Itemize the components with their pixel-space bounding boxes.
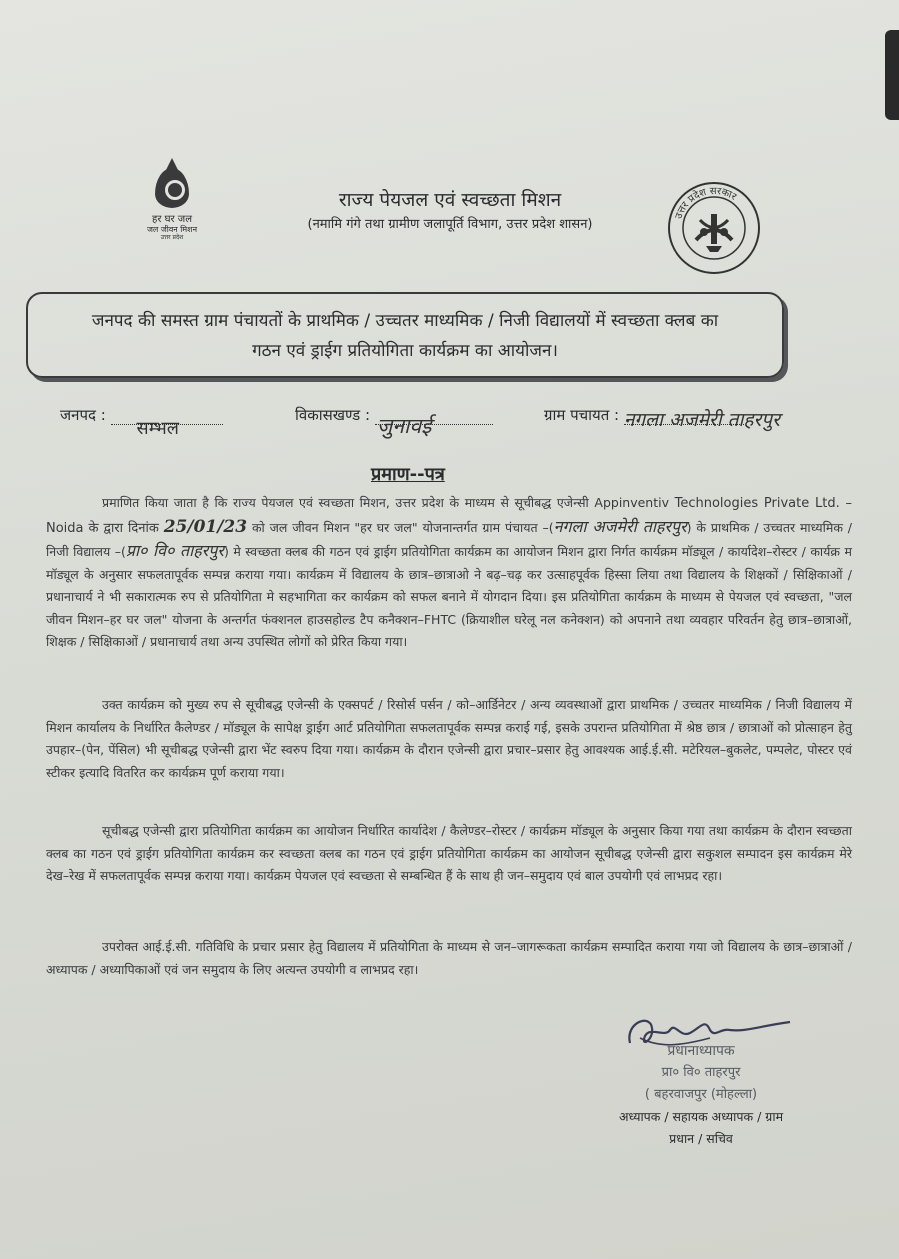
paragraph-4	[46, 936, 852, 981]
p1-part-f: ) मे स्वच्छता क्लब की गठन एवं ड्राईग प्रतियोगिता कार्यक्रम का आयोजन मिशन द्वारा निर्गत कार्यक्रम मॉड्यूल / कार्यादेश–रोस्टर / कार्यक्र म मॉड्यूल के अनुसार सफलतापूर्वक सम्पन्न कराया गया। कार्यक्रम में विद्यालय के छात्र–छात्राओ ने बढ़–चढ़ कर उत्साहपूर्वक हिस्सा लिया तथा विद्यालय के शिक्षकों / सिक्षिकाओं / प्रधानाचार्य ने भी सकारात्मक रुप से प्रतियोगिता मे सहभागिता कर कार्यक्रम को सफल बनाने में योगदान दिया। इस प्रतियोगिता कार्यक्रम के माध्यम से पेयजल एवं स्वच्छता, "जल जीवन मिशन–हर घर जल" योजना के अन्तर्गत फंक्शनल हाउसहोल्ड टैप कनैक्शन–FHTC (क्रियाशील घरेलू नल कनेक्शन) को अपनाने तथा व्यवहार परिवर्तन हेतु छात्र–छात्राओं, शिक्षक / सिक्षिकाओं / प्रधानाचार्य तथा अन्य उपस्थित लोगों को प्रेरित किया गया।	[46, 544, 852, 649]
mission-subtitle: (नमामि गंगे तथा ग्रामीण जलापूर्ति विभाग, उत्तर प्रदेश शासन)	[307, 217, 593, 232]
program-date: 25/01/23	[163, 516, 248, 537]
page-edge-shadow	[885, 30, 899, 120]
p1-part-a: प्रमाणित किया जाता है कि राज्य पेयजल एवं स्वच्छता मिशन, उत्तर प्रदेश के माध्यम से सूचीबद्ध एजेन्सी Appinventiv	[102, 495, 669, 510]
p1-part-c: को जल जीवन मिशन "हर घर जल" योजनान्तर्गत	[251, 519, 478, 535]
program-title-box	[26, 292, 784, 378]
block-label: विकासखण्ड :	[295, 406, 371, 424]
signatory-role-line-2: प्रधान / सचिव	[669, 1131, 733, 1146]
stamp-line-1: प्रधानाध्यापक	[667, 1043, 735, 1059]
district-value: सम्भल	[136, 418, 179, 439]
p1-part-b: Technologies Private Ltd. – Noida के द्वारा दिनांक	[46, 496, 852, 536]
village-value: नगला अजमेरी ताहरपुर	[623, 409, 780, 431]
stamp-line-3: ( बहरवाजपुर (मोहल्ला)	[644, 1087, 758, 1102]
signature-block	[586, 1040, 816, 1150]
program-title-line-1: जनपद की समस्त ग्राम पंचायतों के प्राथमिक / उच्चतर माध्यमिक / निजी विद्यालयों में स्वच्छता क्लब का	[91, 311, 719, 331]
village-line	[623, 409, 780, 431]
district-label: जनपद :	[60, 406, 106, 424]
paragraph-3-text: सूचीबद्ध एजेन्सी द्वारा प्रतियोगिता कार्यक्रम का आयोजन निर्धारित कार्यादेश / कैलेण्डर–रोस्टर / कार्यक्रम मॉड्यूल के अनुसार किया गया तथा कार्यक्रम के दौरान स्वच्छता क्लब का गठन एवं ड्राईग प्रतियोगिता कार्यक्रम कर स्वच्छता क्लब का गठन एवं ड्राईग प्रतियोगिता कार्यक्रम का आयोजन सूचीबद्ध एजेन्सी द्वारा सकुशल सम्पादन इस कार्यक्रम मेरे देख–रेख में सफलतापूर्वक सम्पन्न कराया गया। कार्यक्रम पेयजल एवं स्वच्छता से सम्बन्धित हैं के साथ ही जन–समुदाय एवं बाल उपयोगी एवं लाभप्रद रहा।	[46, 823, 852, 883]
logo-line-2: जल जीवन मिशन	[146, 225, 198, 234]
stamp-line-2: प्रा० वि० ताहरपुर	[661, 1065, 741, 1080]
paragraph-2-text: उक्त कार्यक्रम को मुख्य रुप से सूचीबद्ध एजेन्सी के एक्सपर्ट / रिसोर्स पर्सन / को–आर्डिनेटर / अन्य व्यवस्थाओं द्वारा प्राथमिक / उच्चतर माध्यमिक / निजी विद्यालय में मिशन कार्यालय के निर्धारित कैलेण्डर / मॉड्यूल के सापेक्ष ड्राईग आर्ट प्रतियोगिता सफलतापूर्वक सम्पन्न कराई गई, इसके उपरान्त प्रतियोगिता में श्रेष्ठ छात्र / छात्राओं को प्रोत्साहन हेतु उपहार–(पेन, पेंसिल) भी सूचीबद्ध एजेन्सी द्वारा भेंट स्वरुप दिया गया। कार्यक्रम के दौरान एजेन्सी द्वारा प्रचार–प्रसार हेतु आवश्यक आई.ई.सी. मटेरियल–बुकलेट, पम्पलेट, पोस्टर एवं स्टीकर इत्यादि वितरित कर कार्यक्रम पूर्ण कराया गया।	[46, 697, 852, 780]
village-label: ग्राम पचायत :	[544, 406, 620, 424]
program-title-line-2: गठन एवं ड्राईग प्रतियोगिता कार्यक्रम का आयोजन।	[252, 341, 558, 361]
district-field	[60, 405, 223, 439]
block-field	[295, 405, 493, 438]
paragraph-3	[46, 820, 852, 888]
block-line	[375, 414, 493, 438]
logo-line-1: हर घर जल	[152, 214, 192, 225]
paragraph-4-text: उपरोक्त आई.ई.सी. गतिविधि के प्रचार प्रसार हेतु विद्यालय में प्रतियोगिता के माध्यम से जन–जागरूकता कार्यक्रम सम्पादित कराया गया जो विद्यालय के छात्र–छात्राओं / अध्यापक / अध्यापिकाओं एवं जन समुदाय के लिए अत्यन्त उपयोगी व लाभप्रद रहा।	[46, 939, 852, 977]
gram-panchayat-handwritten: नगला अजमेरी ताहरपुर	[553, 516, 687, 536]
village-field	[544, 405, 780, 431]
emblem-text: उत्तर प्रदेश सरकार	[673, 185, 739, 221]
paragraph-1	[46, 492, 852, 654]
har-ghar-jal-logo	[132, 168, 212, 242]
district-line	[111, 418, 223, 439]
p1-part-d: ग्राम पंचायत –(	[482, 519, 554, 535]
svg-text:उत्तर प्रदेश सरकार	[673, 186, 739, 221]
paragraph-2	[46, 694, 852, 784]
block-value: जुनावई	[376, 414, 432, 438]
mission-title: राज्य पेयजल एवं स्वच्छता मिशन	[338, 189, 562, 211]
school-handwritten: प्रा० वि० ताहरपुर	[125, 541, 224, 560]
logo-line-3: उत्तर प्रदेश	[160, 234, 184, 241]
up-government-emblem-icon	[666, 180, 762, 276]
water-drop-icon	[155, 168, 189, 208]
signatory-role-line-1: अध्यापक / सहायक अध्यापक / ग्राम	[618, 1109, 784, 1124]
p1-part-e: ) के प्राथमिक / उच्चतर माध्यमिक / निजी विद्यालय –(	[46, 519, 852, 559]
certificate-title: प्रमाण--पत्र	[371, 464, 445, 485]
